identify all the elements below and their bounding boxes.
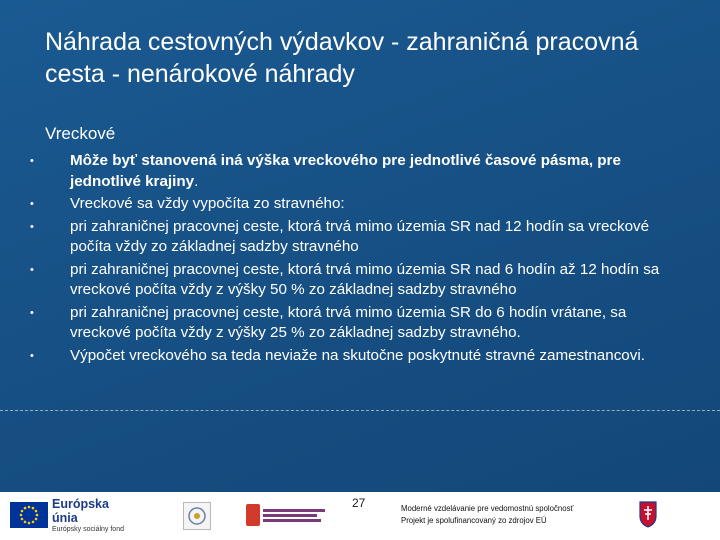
slide-title: Náhrada cestovných výdavkov - zahraničná pracovná cesta - nenárokové náhrady — [45, 28, 639, 88]
bullet-text: pri zahraničnej pracovnej ceste, ktorá trvá mimo územia SR nad 6 hodín až 12 hodín sa vreckové počíta vždy z výšky 50 % zo základnej sadzby stravného — [70, 260, 660, 298]
bullet-text: Výpočet vreckového sa teda neviaže na skutočne poskytnuté stravné zamestnancovi. — [70, 346, 645, 364]
footer-line-2: Projekt je spolufinancovaný zo zdrojov EÚ — [401, 516, 547, 525]
footer-line-1: Moderné vzdelávanie pre vedomostnú spoločnosť — [401, 504, 574, 513]
section-heading: Vreckové — [45, 124, 116, 143]
bullet-text: pri zahraničnej pracovnej ceste, ktorá trvá mimo územia SR nad 12 hodín sa vreckové počíta vždy zo základnej sadzby stravného — [70, 217, 650, 255]
bullet-text: . — [194, 172, 199, 190]
list-item — [30, 346, 680, 367]
bullet-marker: • — [30, 198, 34, 210]
coat-of-arms-icon — [638, 500, 658, 528]
eu-flag-icon — [10, 502, 48, 528]
list-item — [30, 303, 680, 344]
bullet-text: pri zahraničnej pracovnej ceste, ktorá trvá mimo územia SR do 6 hodín vrátane, sa vreckové počíta vždy z výšky 25 % zo základnej sadzby stravného. — [70, 303, 627, 341]
agency-logo-icon — [246, 503, 332, 527]
list-item — [30, 151, 680, 192]
page-number: 27 — [352, 496, 366, 510]
partner-logo-icon — [183, 502, 211, 530]
bullet-list — [30, 151, 680, 368]
bullet-marker: • — [30, 306, 34, 319]
list-item — [30, 260, 680, 301]
bullet-marker: • — [30, 349, 34, 362]
eu-title: Európska únia — [52, 496, 109, 525]
eu-subtitle: Európsky sociálny fond — [52, 525, 124, 533]
divider-line — [0, 410, 720, 411]
bullet-marker: • — [30, 220, 34, 233]
footer-text — [401, 503, 621, 527]
list-item — [30, 194, 680, 215]
bullet-text-bold: Môže byť stanovená iná výška vreckového pre jednotlivé časové pásma, pre jednotlivé krajiny — [70, 152, 621, 190]
bullet-marker: • — [30, 263, 34, 276]
eu-logo — [10, 496, 132, 533]
bullet-text: Vreckové sa vždy vypočíta zo stravného: — [70, 195, 345, 212]
list-item — [30, 217, 680, 258]
bullet-marker: • — [30, 155, 34, 167]
